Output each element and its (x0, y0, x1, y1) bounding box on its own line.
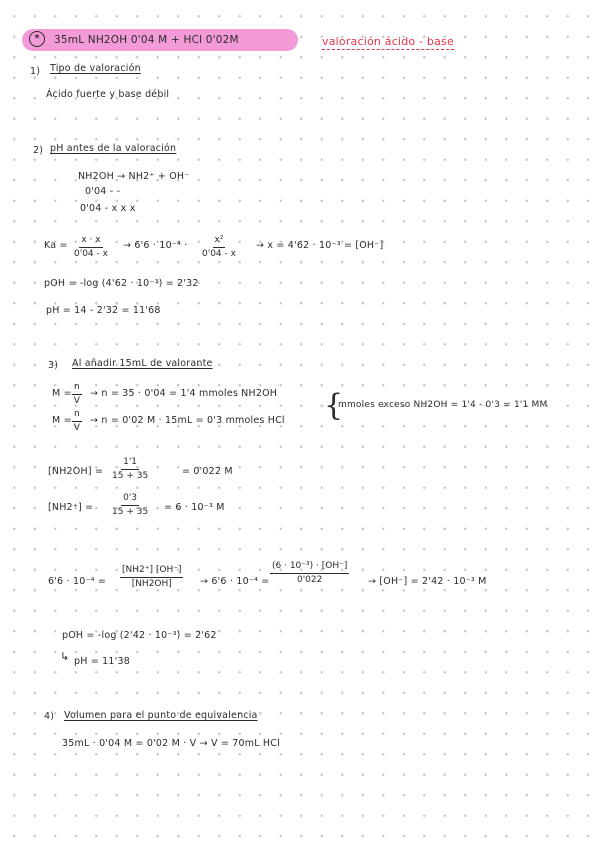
conc-nh2oh-label: [NH2OH] = (48, 466, 104, 477)
conc-nh2plus-numerator: 0'3 (121, 494, 139, 506)
oh-result: → [OH⁻] = 2'42 · 10⁻³ M (368, 576, 487, 587)
section-3-number: 3) (48, 360, 59, 371)
ka-label: Ka = (44, 240, 68, 251)
molarity-fraction-1-numerator: n (72, 383, 82, 395)
ka-fraction-1-numerator: x · x (79, 236, 102, 248)
ka-fraction-2 (202, 236, 236, 259)
excess-moles: mmoles exceso NH2OH = 1'4 - 0'3 = 1'1 MM (338, 400, 548, 410)
page-title: 35mL NH2OH 0'04 M + HCl 0'02M (54, 34, 239, 46)
kb-fraction-1-denominator: [NH2OH] (131, 579, 172, 589)
conc-nh2plus-fraction (112, 494, 148, 517)
conc-nh2oh-denominator: 15 + 35 (112, 471, 149, 481)
initial-concentrations: 0'04 - - (85, 186, 121, 197)
ka-fraction-2-denominator: 0'04 - x (202, 249, 236, 259)
kb-fraction-2-denominator: 0'022 (296, 575, 323, 585)
molarity-fraction-1 (72, 383, 82, 406)
conc-nh2oh-numerator: 1'1 (121, 458, 139, 470)
kb-fraction-1-numerator: [NH2⁺] [OH⁻] (120, 566, 183, 578)
equivalence-volume: 35mL · 0'04 M = 0'02 M · V → V = 70mL HCl (62, 738, 280, 749)
poh-before: pOH = -log (4'62 · 10⁻³) = 2'32 (44, 278, 199, 289)
brace-glyph: { (324, 388, 344, 423)
ka-fraction-1-denominator: 0'04 - x (74, 249, 108, 259)
ka-fraction-1 (74, 236, 108, 259)
ph-before: pH = 14 - 2'32 = 11'68 (46, 305, 161, 316)
conc-nh2oh-result: = 0'022 M (182, 466, 233, 477)
conc-nh2plus-denominator: 15 + 35 (112, 507, 149, 517)
section-1-answer: Ácido fuerte y base débil (46, 89, 170, 100)
poh-after: pOH = -log (2'42 · 10⁻³) = 2'62 (62, 630, 217, 641)
equilibrium-concentrations: 0'04 - x x x (80, 203, 136, 214)
molarity-fraction-2 (72, 410, 82, 433)
section-4-heading: Volumen para el punto de equivalencia (64, 710, 258, 721)
ph-after: pH = 11'38 (74, 656, 130, 667)
star-icon: * (29, 31, 45, 47)
conc-nh2plus-label: [NH2⁺] = (48, 502, 94, 513)
kb-fraction-2-numerator: (6 · 10⁻³) · [OH⁻] (270, 562, 349, 574)
molarity-label-1: M = (52, 388, 72, 399)
conc-nh2plus-result: = 6 · 10⁻³ M (164, 502, 225, 513)
molarity-label-2: M = (52, 415, 72, 426)
kb-label: 6'6 · 10⁻⁴ = (48, 576, 107, 587)
result-arrow-icon: ↳ (60, 650, 70, 663)
section-1-heading: Tipo de valoración (50, 63, 141, 74)
section-1-number: 1) (30, 66, 41, 77)
ka-fraction-2-numerator: x² (213, 236, 226, 248)
section-2-number: 2) (33, 145, 44, 156)
molarity-fraction-2-denominator: V (73, 423, 80, 433)
molarity-fraction-1-denominator: V (73, 396, 80, 406)
page-subtitle: valoración ácido - base (322, 35, 454, 48)
kb-fraction-2 (270, 562, 349, 585)
molarity-fraction-2-numerator: n (72, 410, 82, 422)
moles-hcl: → n = 0'02 M · 15mL = 0'3 mmoles HCl (90, 415, 285, 426)
section-4-number: 4) (44, 711, 55, 722)
conc-nh2oh-fraction (112, 458, 148, 481)
ka-substitution: → 6'6 · 10⁻⁴ · (123, 240, 188, 251)
equilibrium-reaction: NH2OH → NH2⁺ + OH⁻ (78, 171, 190, 182)
ka-result: → x = 4'62 · 10⁻³ = [OH⁻] (256, 240, 384, 251)
section-3-heading: Al añadir 15mL de valorante (72, 358, 213, 369)
kb-fraction-1 (120, 566, 183, 589)
kb-substitution: → 6'6 · 10⁻⁴ = (200, 576, 270, 587)
moles-nh2oh: → n = 35 · 0'04 = 1'4 mmoles NH2OH (90, 388, 278, 399)
section-2-heading: pH antes de la valoración (50, 143, 177, 154)
